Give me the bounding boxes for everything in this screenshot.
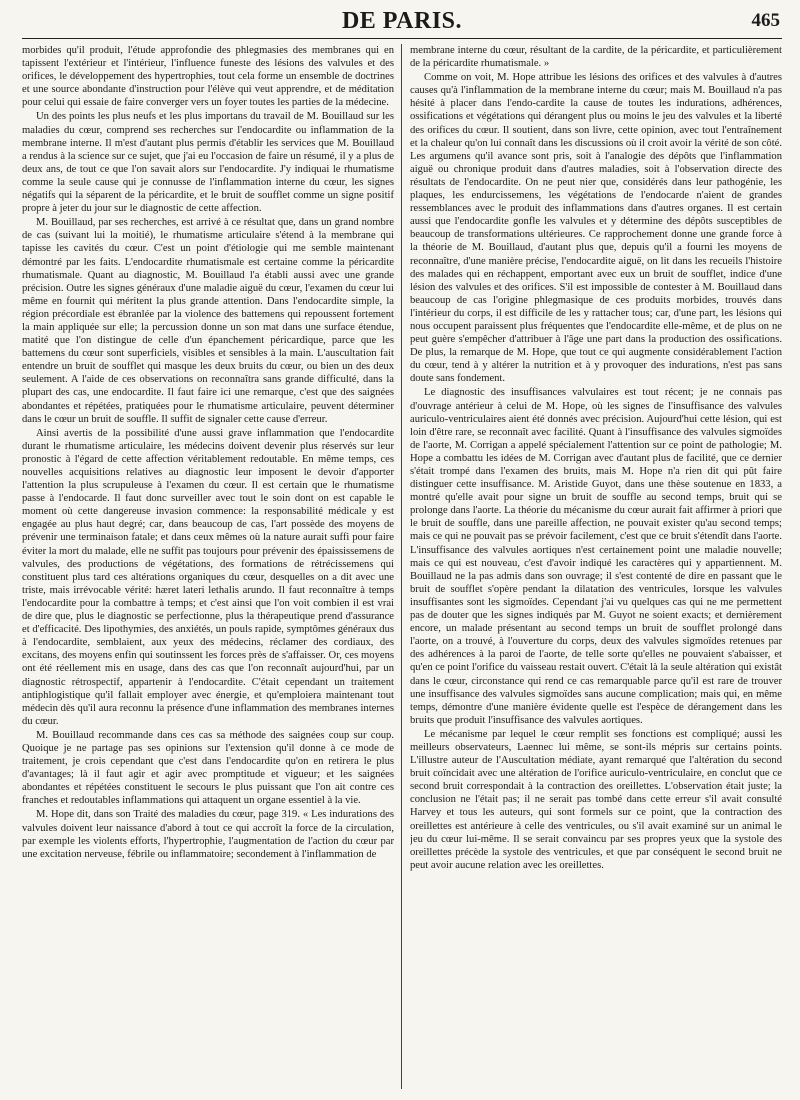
column-divider [401,44,402,1089]
right-column [410,44,782,1092]
page-title: DE PARIS. [341,8,463,34]
paragraph: M. Bouillaud, par ses recherches, est arrivé à ce résultat que, dans un grand nombre de cas (suivant lui la moitié), le rhumatisme articulaire s'étend à la membrane qui tapisse les cavités du cœur. C'est un point d'étiologie qui me semble maintenant démontré par les faits. L'endocardite rhumatismale est certaine comme la péricardite rhumatismale. Quant au diagnostic, M. Bouillaud l'a établi aussi avec une grande précision. Outre les signes généraux d'une maladie aiguë du cœur, l'examen du cœur lui même en fournit qui méritent la plus grande attention. Dans l'endocardite simple, la région précordiale est ébranlée par la violence des battemens qui repoussent fortement la main appliquée sur elle; la percussion donne un son mat dans une surface étendue, matité que l'on distingue de celle d'un épanchement péricardique, parce que les battemens du cœur sont superficiels, visibles et sensibles à la main. L'auscultation fait entendre un bruit de soufflet qui masque les deux bruits du cœur, ou bien un des deux seulement. A l'aide de ces observations on reconnaîtra sans grande difficulté, dans la plupart des cas, une endocardite. Il faut faire ici une remarque, c'est que des saignées abondantes et répétées, pratiquées pour le rhumatisme articulaire, peuvent déterminer dans le cœur un bruit de souffle. Il suffit de signaler cette cause d'erreur. [22,217,394,425]
paragraph: membrane interne du cœur, résultant de la cardite, de la péricardite, et particulièrement de la péricardite rhumatismale. » [410,45,782,70]
paragraph: Ainsi avertis de la possibilité d'une aussi grave inflammation que l'endocardite durant le rhumatisme articulaire, les médecins doivent devenir plus réservés sur leur pronostic à l'égard de cette affection véritablement redoutable. En même temps, ces nouvelles acquisitions relatives au diagnostic leur imposent le devoir d'apporter l'attention la plus scrupuleuse à l'examen du cœur. Il est certain que le rhumatisme passe à l'endocarde. Il faut donc surveiller avec tout le soin dont on est capable le moment où cette dangereuse invasion commence: la responsabilité médicale y est engagée au plus haut degré; car, dans beaucoup de cas, l'art possède des moyens de prévenir une terminaison fatale; et dans ceux mêmes où la nature aurait suffi pour faire éviter la mort du malade, elle ne suffit pas toujours pour prévenir des épaississemens de valvules, des productions de végétations, des formations de rétrécissemens qui constituent plus tard ces altérations organiques du cœur, desquelles on a dit avec une triste, mais irrévocable vérité: hæret lateri lethalis arundo. Il faut reconnaître à temps l'endocardite pour la combattre à temps; et c'est ainsi que l'on voit combien il est vrai de dire que, plus le diagnostic se perfectionne, plus la thérapeutique prend d'assurance et d'efficacité. Des lipothymies, des anxiétés, un pouls rapide, symptômes généraux dus à l'endocardite, semblaient, aux yeux des médecins, réclamer des cordiaux, des excitans, des moyens enfin qui soutinssent les forces près de s'affaisser. Or, ces moyens ont été réellement mis en usage, dans des cas que l'on reconnaît aujourd'hui, par un diagnostic rétrospectif, appartenir à l'endocardite. C'était cependant un traitement antiphlogistique qu'il fallait employer avec énergie, et qu'emploiera maintenant tout médecin dès qu'il aura reconnu la présence d'une inflammation des membranes internes du cœur. [22,427,394,727]
page-header [22,8,782,39]
paragraph: Un des points les plus neufs et les plus importans du travail de M. Bouillaud sur les maladies du cœur, comprend ses recherches sur l'endocardite ou inflammation de la membrane interne. Il m'est d'autant plus permis d'établir les services que M. Bouillaud a rendus à la science sur ce sujet, que j'ai eu l'occasion de faire un résumé, il y a plus de deux ans, de tout ce que l'on savait alors sur l'endocardite. J'y indiquai le rhumatisme comme la seule cause qui je connusse de l'inflammation interne du cœur, les signes négatifs qui la séparent de la péricardite, et le bruit de soufflet comme un signe positif propre à jeter du jour sur le diagnostic de cette affection. [22,111,394,215]
paragraph: M. Hope dit, dans son Traité des maladies du cœur, page 319. « Les indurations des valvules doivent leur naissance d'abord à tout ce qui accroît la force de la circulation, par exemple les violents efforts, l'hypertrophie, l'augmentation de l'action du cœur par une excitation nerveuse, fébrile ou inflammatoire; secondement à l'inflammation de [22,809,394,860]
paragraph: morbides qu'il produit, l'étude approfondie des phlegmasies des membranes qui en tapissent l'extérieur et l'intérieur, l'influence funeste des lésions des valvules et des orifices, le développement des hypertrophies, tout cela forme un ensemble de doctrines et une source abondante d'instruction pour l'élève qui veut apprendre, et de méditation pour celui qui essaie de faire converger vers un foyer toutes les parties de la médecine. [22,45,394,109]
paragraph: Comme on voit, M. Hope attribue les lésions des orifices et des valvules à d'autres causes qu'à l'inflammation de la membrane interne du cœur; mais M. Bouillaud n'a pas hésité à placer dans l'endo-cardite la cause de toutes les indurations, adhérences, ossifications et végétations qui dérangent plus ou moins le jeu des valvules et la liberté des orifices du cœur. Il soutient, dans son livre, cette opinion, avec tout l'entraînement et la chaleur qu'on lui connaît dans les discussions où il croit avoir la vérité de son côté. Les argumens qu'il avance sont pris, soit à l'analogie des dépôts que l'inflammation aiguë ou chronique produit dans d'autres maladies, soit à l'observation directe des résultats de l'endocardite. On ne peut nier que, considérés dans leur pathogénie, les plaques, les endurcissemens, les végétations de l'endocarde n'aient de grandes ressemblances avec le produit des inflammations dans d'autres organes. Il est certain aussi que l'endocardite gonfle les valvules et y détermine des dépôts susceptibles de beaucoup de transformations ultérieures. Ce rapprochement donne une grande force à la théorie de M. Bouillaud, d'autant plus que, depuis qu'il a fourni les moyens de reconnaître, d'une manière précise, l'endocardite aiguë, on lit dans les recueils l'histoire des malades qui en réchappent, emportant avec eux un bruit de soufflet, indice d'une lésion des valvules et des orifices. S'il est impossible de contester à M. Bouillaud dans beaucoup de cas l'origine phlegmasique de ces produits morbides, trouvés dans l'intérieur du corps, il est difficile de les y rattacher tous; car, d'une part, les lésions qui nous occupent paraissent plus fréquentes que l'endocardite elle-même, et de plus on ne peut guère s'empêcher d'attribuer à l'âge une part dans la production des ossifications. De plus, la remarque de M. Hope, que tout ce qui augmente considérablement l'action du cœur, tend à y altérer la nutrition et à y provoquer des indurations, n'est pas sans doute sans fondement. [410,72,782,385]
paragraph: Le mécanisme par lequel le cœur remplit ses fonctions est compliqué; aussi les meilleurs observateurs, Laennec lui même, se sont-ils mépris sur certains points. L'illustre auteur de l'Auscultation médiate, ayant remarqué que l'altération du second bruit coïncidait avec une altération de l'orifice auriculo-ventriculaire, en conclut que ce second bruit correspondait à la contraction des oreillettes. L'observation était juste; la conclusion ne l'était pas; il ne serait pas tombé dans cette erreur s'il avait consulté Harvey et tous les auteurs, qui sont formels sur ce point, que la contraction des oreillettes est antérieure à celle des ventricules, ou s'il avait examiné sur un animal le jeu du cœur lui-même. Il se serait convaincu par ses propres yeux que la systole des oreillettes précède la systole des ventricules, et que par conséquent le second bruit ne peut avoir aucune relation avec les oreillettes. [410,728,782,871]
paragraph: M. Bouillaud recommande dans ces cas sa méthode des saignées coup sur coup. Quoique je ne partage pas ses opinions sur l'extension qu'il donne à ce mode de traitement, je crois cependant que c'est dans l'endocardite qu'on en retirera le plus d'avantages; là il faut agir et agir avec promptitude et vigueur; et les saignées abondantes et répétées constituent le secours le plus puissant que l'on ait contre ces franches et redoutables inflammations qui attaquent un organe essentiel à la vie. [22,729,394,807]
paragraph: Le diagnostic des insuffisances valvulaires est tout récent; je ne connais pas d'ouvrage antérieur à celui de M. Hope, où les signes de l'insuffisance des valvules auriculo-ventriculaires aient été donnés avec précision. Aujourd'hui cette lésion, qui est loin d'être rare, se reconnaît avec facilité. Quant à l'insuffisance des valvules sigmoïdes de l'aorte, M. Corrigan a appelé spécialement l'attention sur ce point de pathologie; M. Hope a combattu les idées de M. Corrigan avec d'autant plus de facilité, que ce dernier s'était trompé dans l'examen des bruits, mais M. Hope n'a rien dit qui pût faire distinguer cette insuffisance. M. Aristide Guyot, dans une thèse soutenue en 1833, a montré qu'elle avait pour signe un bruit de souffle au second temps, bruit qui se prolonge dans l'aorte. La théorie du mécanisme du cœur aurait fait affirmer à priori que le bruit de souffle, dans une pareille affection, ne pouvait exister qu'au second temps; mais ce qui ne pouvait pas se prévoir facilement, c'est que ce bruit s'étendît dans l'aorte. L'insuffisance des valvules aortiques n'est certainement point une maladie nouvelle; mais ce qui est nouveau, c'est d'avoir indiqué les caractères qui y appartiennent. M. Bouillaud ne la pas admis dans son ouvrage; il s'est contenté de dire en passant que le bruit de soufflet s'opère pendant la dilatation des ventricules, lorsque les valvules insuffisantes sont les sigmoïdes. Cependant j'ai vu quelques cas qui ne me permettent pas de douter que les signes indiqués par M. Guyot ne soient exacts; et dernièrement encore, un malade présentant au second temps un bruit de soufflet prolongé dans l'aorte, on a trouvé, à l'ouverture du corps, deux des valvules sigmoïdes retenues par des adhérences à la paroi de l'aorte, de telle sorte qu'elles ne pouvaient s'abaisser, et qu'en ce point l'orifice du vaisseau restait ouvert. C'était là la seule altération qui existât dans le cœur, circonstance qui rend ce cas remarquable parce qu'il est rare de trouver une insuffisance des valvules sigmoïdes sans aucune complication; mais qui, en même temps, démontre d'une manière évidente quelle est l'espèce de dérangement dans les bruits que produit l'insuffisance des valvules aortiques. [410,387,782,726]
left-column [22,44,394,1092]
page-number: 465 [751,10,780,31]
